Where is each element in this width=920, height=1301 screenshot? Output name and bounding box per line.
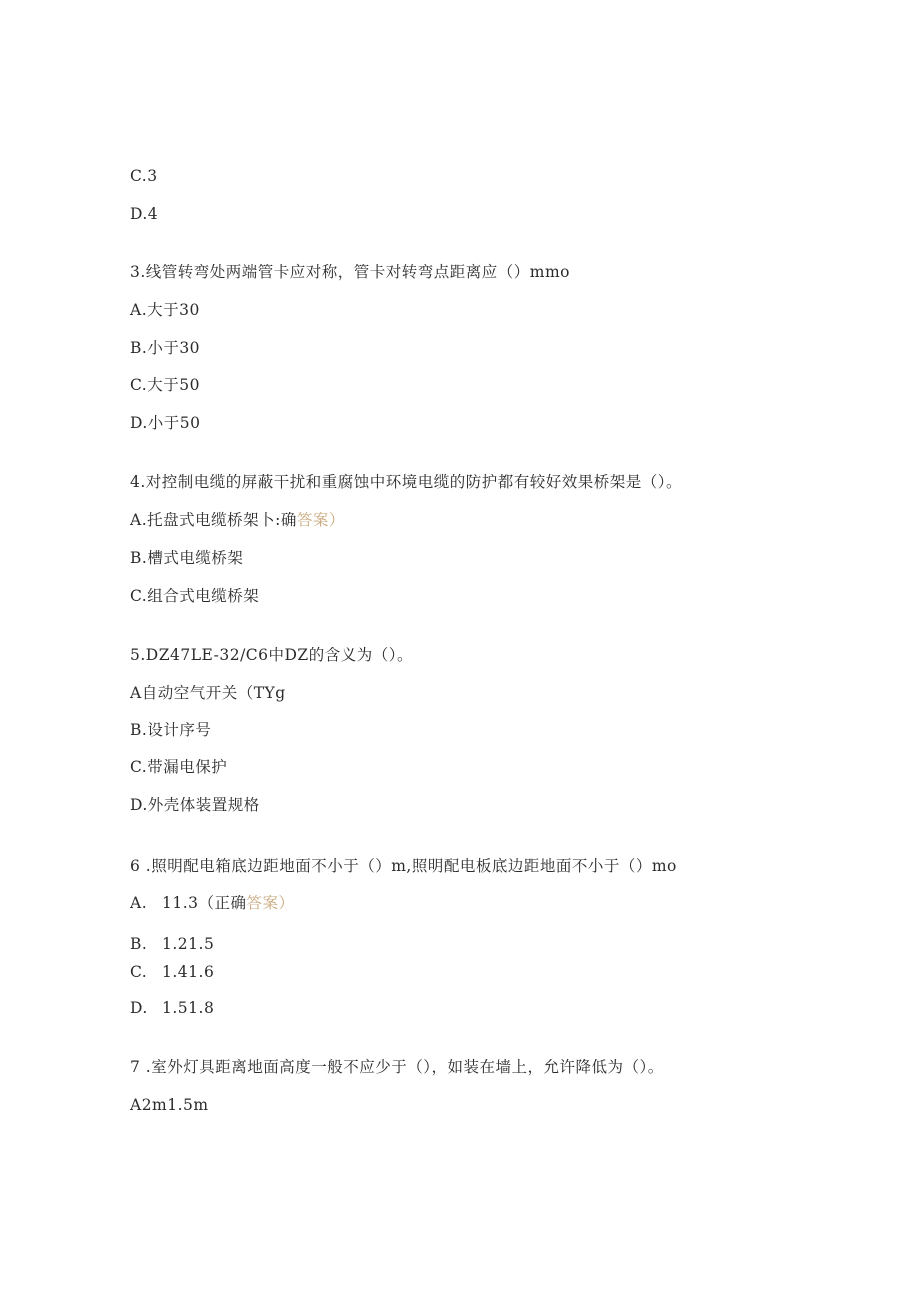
q6-option-d-text: 1.51.8 [162,999,215,1017]
option-d: D.4 [130,205,159,223]
question-4: 4.对控制电缆的屏蔽干扰和重腐蚀中环境电缆的防护都有较好效果桥架是（）。 [130,473,683,491]
q6-option-a-text: 11.3（正确 [162,894,247,912]
q4-option-b: B.槽式电缆桥架 [130,549,244,567]
q5-option-c: C.带漏电保护 [130,758,228,776]
q6-option-b-text: 1.21.5 [162,935,215,953]
q5-option-a: A自动空气开关（TYg [130,684,286,702]
q4-option-a [130,510,345,530]
q3-option-d: D.小于50 [130,414,201,432]
question-7: 7 .室外灯具距离地面高度一般不应少于（），如装在墙上，允许降低为（）。 [130,1058,664,1076]
option-c: C.3 [130,167,158,185]
q3-option-b: B.小于30 [130,339,201,357]
q5-option-b: B.设计序号 [130,721,212,739]
q6-option-d-label: D. [130,999,148,1017]
q4-option-c: C.组合式电缆桥架 [130,587,260,605]
q6-option-d [130,998,214,1018]
q6-option-a-label: A. [130,894,148,912]
question-3: 3.线管转弯处两端管卡应对称，管卡对转弯点距离应（）mmo [130,263,571,281]
q3-option-c: C.大于50 [130,376,200,394]
q6-option-c-label: C. [130,963,148,981]
q5-option-d: D.外壳体装置规格 [130,796,260,814]
q4-answer-mark: 答案） [296,511,345,529]
q6-option-c [130,962,214,982]
q3-option-a: A.大于30 [130,301,200,319]
q7-option-a: A2m1.5m [130,1096,209,1114]
q6-option-a [130,893,295,913]
question-6: 6 .照明配电箱底边距地面不小于（）m,照明配电板底边距地面不小于（）mo [130,857,677,875]
question-5: 5.DZ47LE-32/C6中DZ的含义为（）。 [130,646,413,664]
q6-option-b [130,934,214,954]
q6-option-c-text: 1.41.6 [162,963,215,981]
q4-option-a-text: A.托盘式电缆桥架卜:确 [130,511,297,529]
q6-option-b-label: B. [130,935,148,953]
q6-answer-mark: 答案） [246,894,295,912]
